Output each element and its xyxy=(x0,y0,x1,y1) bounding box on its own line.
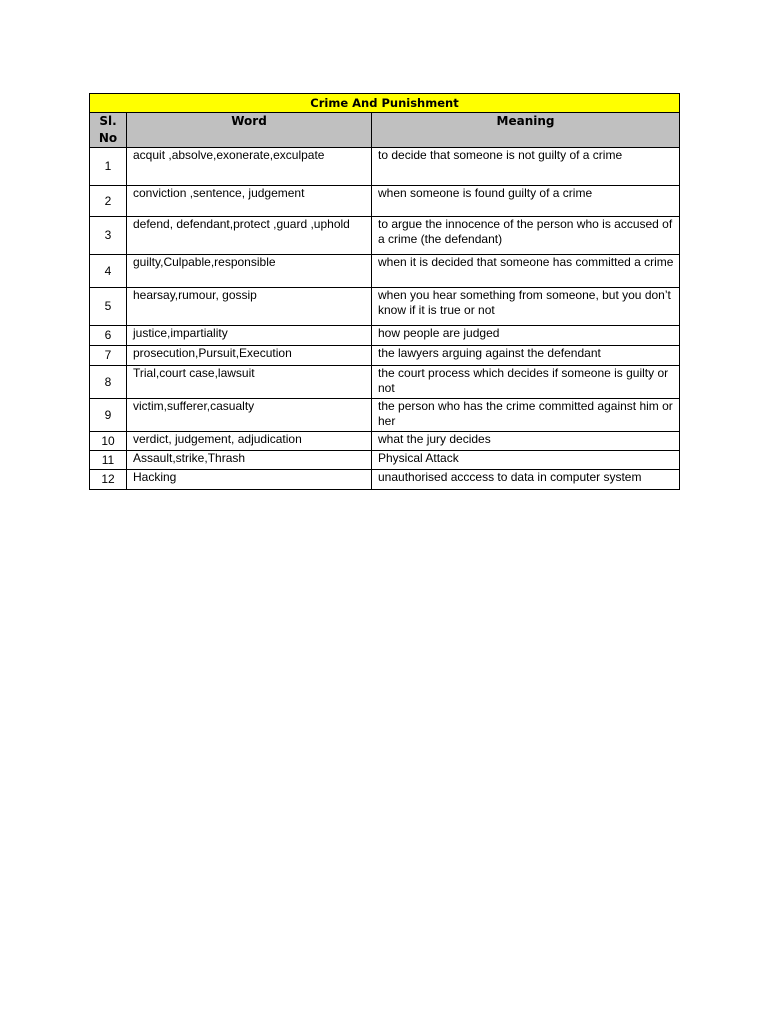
meaning-cell: when someone is found guilty of a crime xyxy=(372,186,680,217)
row-number: 10 xyxy=(90,432,127,451)
meaning-cell: to argue the innocence of the person who is accused of a crime (the defendant) xyxy=(372,217,680,255)
table-row xyxy=(90,255,680,288)
meaning-cell: the court process which decides if someone is guilty or not xyxy=(372,366,680,399)
row-number: 3 xyxy=(90,217,127,255)
table-row xyxy=(90,366,680,399)
table-row xyxy=(90,217,680,255)
column-header-meaning: Meaning xyxy=(372,113,680,148)
column-header-word: Word xyxy=(127,113,372,148)
table-row xyxy=(90,399,680,432)
meaning-cell: to decide that someone is not guilty of a crime xyxy=(372,148,680,186)
word-cell: defend, defendant,protect ,guard ,uphold xyxy=(127,217,372,255)
meaning-cell: what the jury decides xyxy=(372,432,680,451)
word-cell: hearsay,rumour, gossip xyxy=(127,288,372,326)
table-row xyxy=(90,326,680,346)
table-row xyxy=(90,470,680,490)
meaning-cell: Physical Attack xyxy=(372,451,680,470)
word-cell: justice,impartiality xyxy=(127,326,372,346)
row-number: 4 xyxy=(90,255,127,288)
header-row xyxy=(90,113,680,148)
title-row xyxy=(90,94,680,113)
meaning-cell: when it is decided that someone has committed a crime xyxy=(372,255,680,288)
table-title: Crime And Punishment xyxy=(90,94,680,113)
row-number: 12 xyxy=(90,470,127,490)
word-cell: victim,sufferer,casualty xyxy=(127,399,372,432)
row-number: 6 xyxy=(90,326,127,346)
row-number: 1 xyxy=(90,148,127,186)
table-row xyxy=(90,451,680,470)
row-number: 8 xyxy=(90,366,127,399)
word-cell: acquit ,absolve,exonerate,exculpate xyxy=(127,148,372,186)
table-row xyxy=(90,432,680,451)
table-row xyxy=(90,288,680,326)
table-row xyxy=(90,186,680,217)
meaning-cell: the person who has the crime committed against him or her xyxy=(372,399,680,432)
word-cell: conviction ,sentence, judgement xyxy=(127,186,372,217)
row-number: 11 xyxy=(90,451,127,470)
row-number: 5 xyxy=(90,288,127,326)
word-cell: verdict, judgement, adjudication xyxy=(127,432,372,451)
meaning-cell: the lawyers arguing against the defendant xyxy=(372,346,680,366)
word-cell: guilty,Culpable,responsible xyxy=(127,255,372,288)
row-number: 2 xyxy=(90,186,127,217)
table-row xyxy=(90,148,680,186)
row-number: 9 xyxy=(90,399,127,432)
crime-and-punishment-table xyxy=(89,93,680,490)
word-cell: Trial,court case,lawsuit xyxy=(127,366,372,399)
row-number: 7 xyxy=(90,346,127,366)
word-cell: Hacking xyxy=(127,470,372,490)
meaning-cell: unauthorised acccess to data in computer system xyxy=(372,470,680,490)
word-cell: prosecution,Pursuit,Execution xyxy=(127,346,372,366)
column-header-sl-no: Sl. No xyxy=(90,113,127,148)
meaning-cell: how people are judged xyxy=(372,326,680,346)
meaning-cell: when you hear something from someone, but you don’t know if it is true or not xyxy=(372,288,680,326)
table-row xyxy=(90,346,680,366)
word-cell: Assault,strike,Thrash xyxy=(127,451,372,470)
